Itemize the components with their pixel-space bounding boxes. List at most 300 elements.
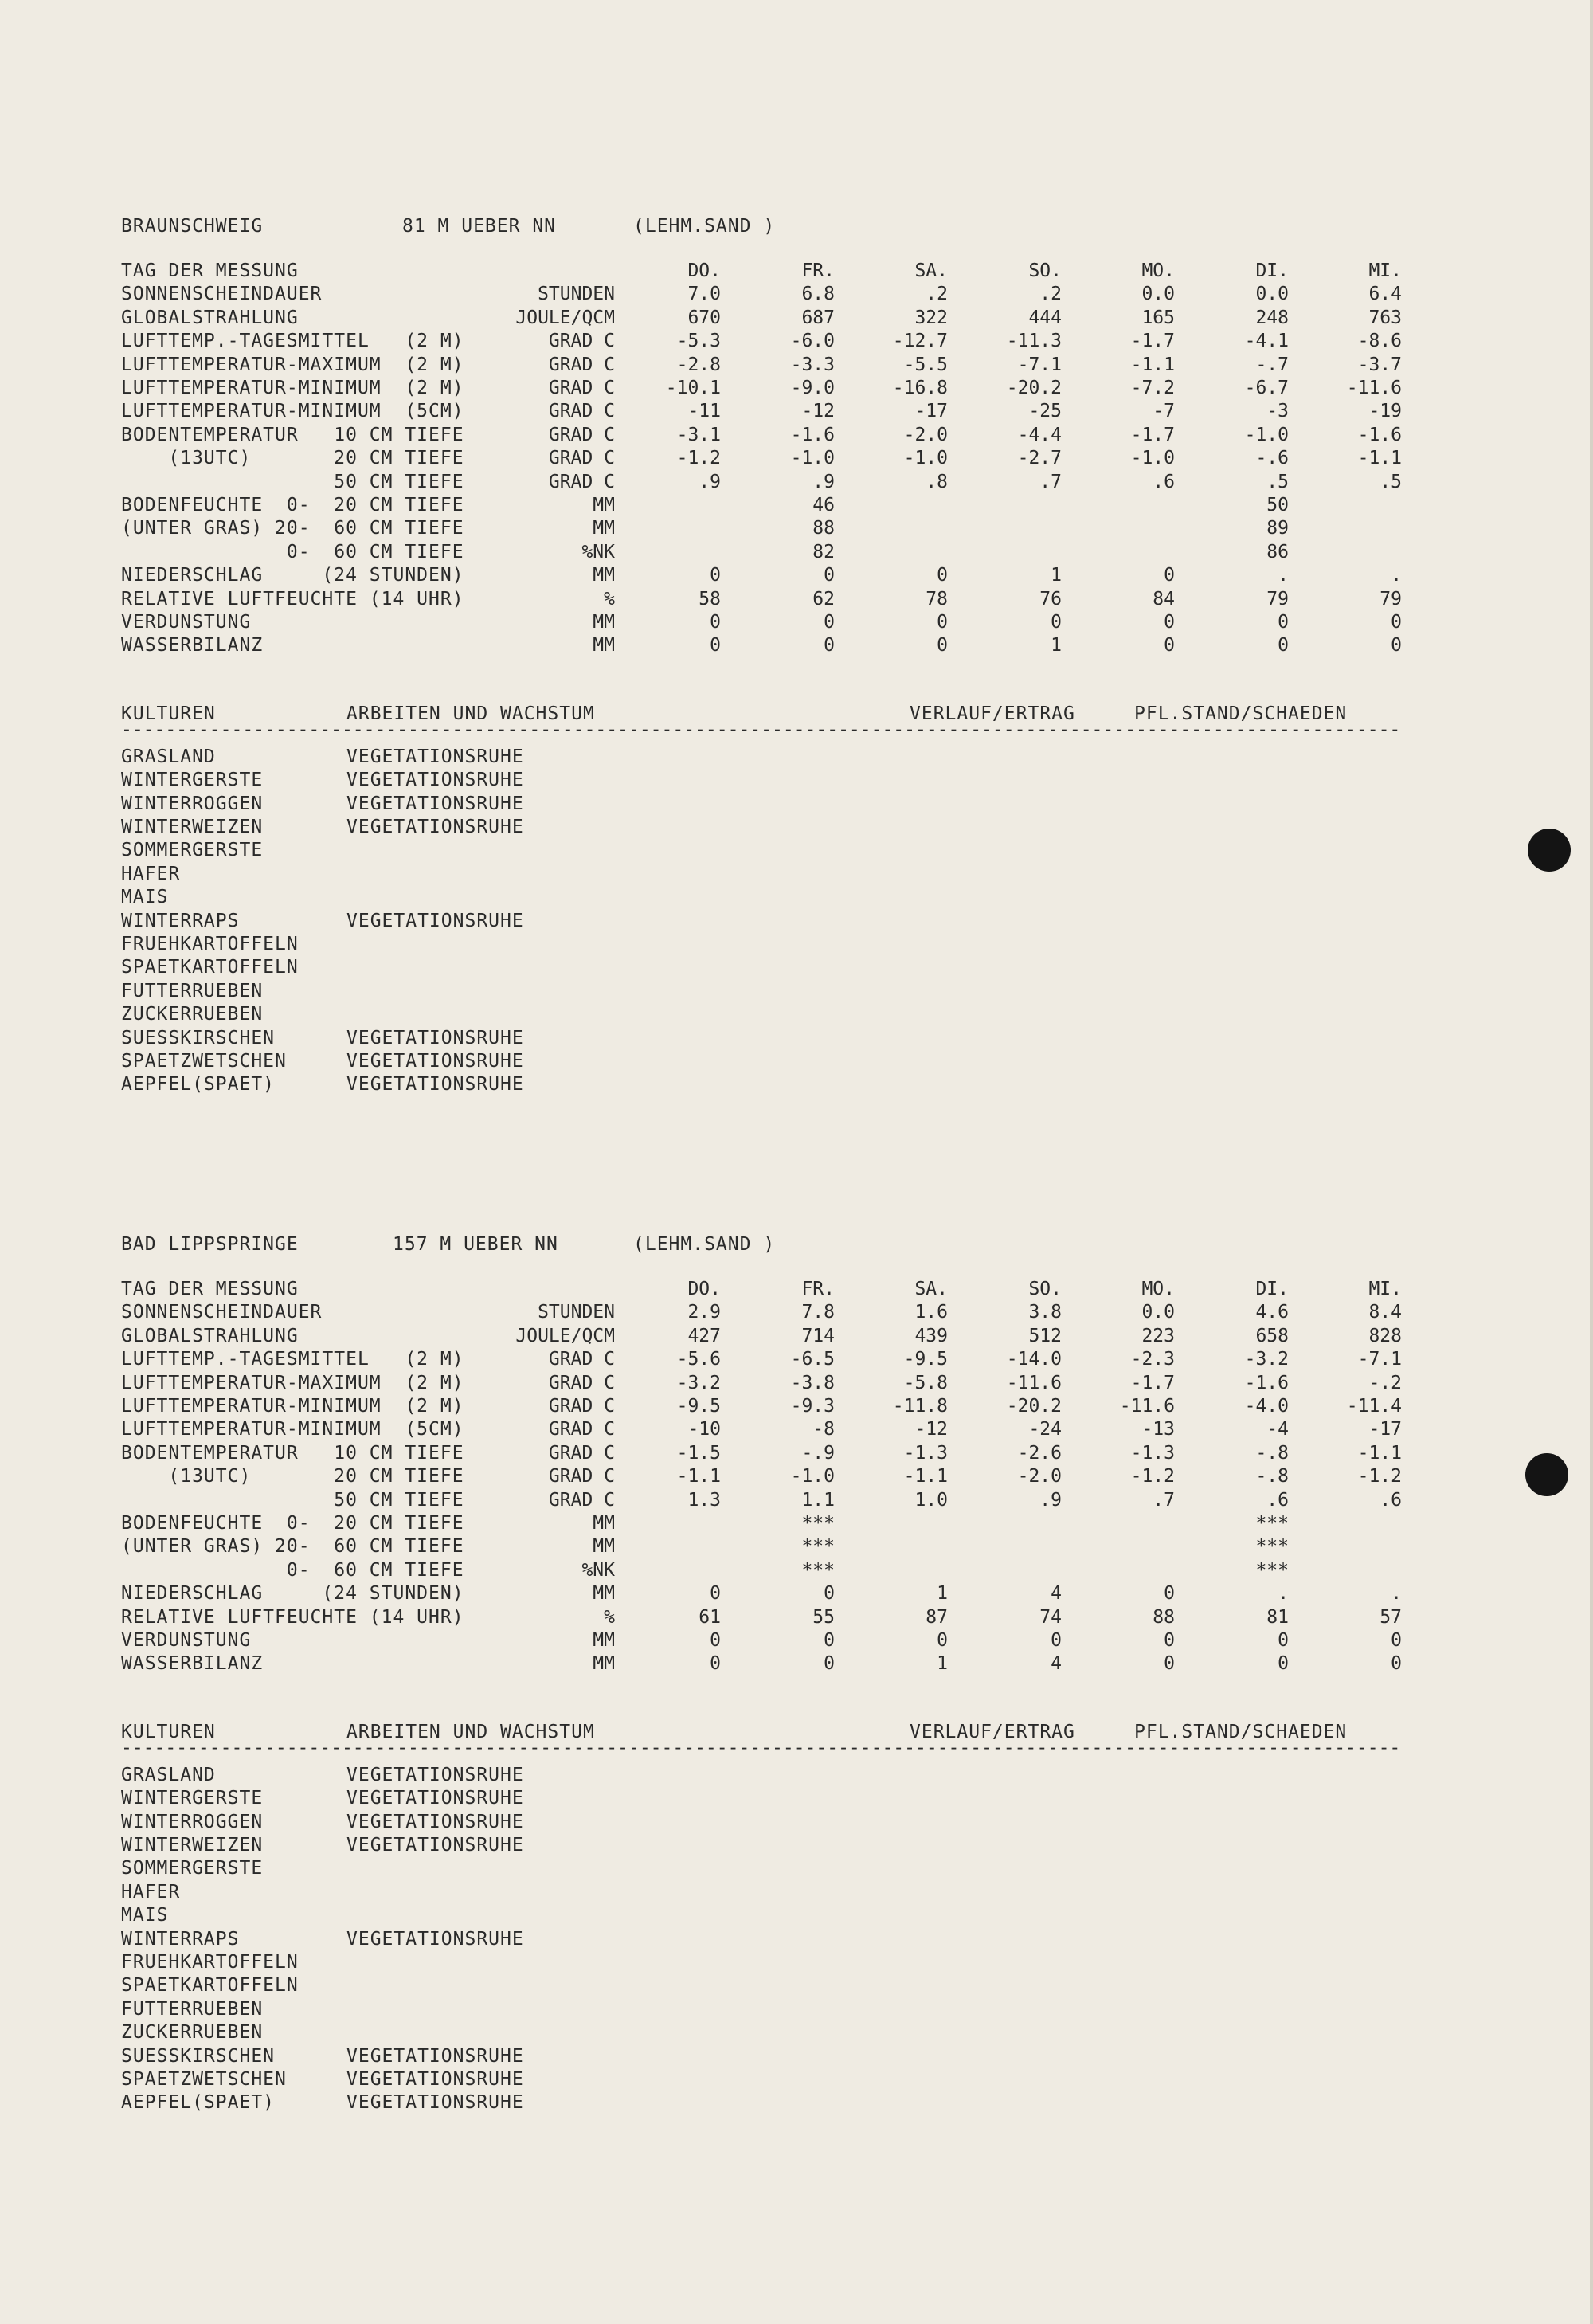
cell-value: -10	[687, 1419, 721, 1440]
cell-value: -11.3	[1006, 331, 1062, 352]
crop-status: VEGETATIONSRUHE	[346, 793, 524, 814]
cell-value: -1.0	[790, 448, 835, 469]
cell-value: -20.2	[1006, 378, 1062, 398]
cell-value: 61	[699, 1606, 721, 1628]
cell-value: 79	[1380, 588, 1402, 609]
row-label: 0- 60 CM TIEFE	[121, 541, 464, 562]
cell-value: -5.8	[903, 1372, 948, 1393]
cell-value: 0	[824, 1653, 835, 1675]
crop-status: VEGETATIONSRUHE	[346, 1074, 524, 1095]
row-label: VERDUNSTUNG	[121, 1630, 252, 1651]
cell-value: 0	[824, 635, 835, 656]
crop-name: HAFER	[121, 1881, 181, 1903]
cell-value: 62	[812, 588, 835, 609]
cell-value: 58	[699, 588, 721, 609]
row-label: BODENFEUCHTE 0- 20 CM TIEFE	[121, 1513, 464, 1534]
crop-name: SUESSKIRSCHEN	[121, 2045, 276, 2067]
cell-value: ***	[801, 1513, 835, 1534]
crops-header-col1: KULTUREN	[121, 703, 216, 724]
row-unit: MM	[593, 495, 615, 515]
crop-name: FUTTERRUEBEN	[121, 980, 264, 1001]
row-unit: STUNDEN	[538, 284, 615, 305]
cell-value: 0	[710, 1583, 721, 1605]
crops-header-col2: ARBEITEN UND WACHSTUM	[346, 703, 595, 724]
day-header: DO.	[687, 1279, 721, 1299]
crop-name: SOMMERGERSTE	[121, 1858, 264, 1879]
cell-value: -13	[1141, 1419, 1175, 1440]
cell-value: .7	[1039, 471, 1062, 492]
cell-value: -1.0	[1244, 424, 1289, 445]
row-label: WASSERBILANZ	[121, 635, 264, 656]
row-unit: GRAD C	[548, 448, 615, 469]
crop-status: VEGETATIONSRUHE	[346, 746, 524, 767]
cell-value: 0	[1164, 1583, 1175, 1605]
cell-value: 0	[1164, 612, 1175, 633]
cell-value: .6	[1266, 1489, 1289, 1511]
row-label: VERDUNSTUNG	[121, 612, 252, 633]
cell-value: -10.1	[665, 378, 721, 398]
cell-value: 1	[937, 1583, 948, 1605]
cell-value: -5.6	[676, 1349, 721, 1370]
cell-value: -12	[801, 401, 835, 422]
cell-value: -1.3	[903, 1442, 948, 1464]
cell-value: -3.8	[790, 1372, 835, 1393]
cell-value: 57	[1380, 1606, 1402, 1628]
cell-value: -3.7	[1357, 354, 1402, 375]
cell-value: -1.2	[1130, 1466, 1175, 1487]
row-label: (13UTC) 20 CM TIEFE	[121, 448, 464, 469]
crops-header-col1: KULTUREN	[121, 1721, 216, 1742]
cell-value: -.9	[801, 1442, 835, 1464]
cell-value: 1	[1051, 635, 1062, 656]
cell-value: 1.0	[914, 1489, 948, 1511]
crop-status: VEGETATIONSRUHE	[346, 1835, 524, 1856]
station-soil: (LEHM.SAND )	[633, 216, 776, 237]
cell-value: 0.0	[1141, 284, 1175, 305]
row-unit: MM	[593, 1630, 615, 1651]
cell-value: -4.1	[1244, 331, 1289, 352]
cell-value: 444	[1028, 307, 1062, 328]
cell-value: 0	[710, 1630, 721, 1651]
cell-value: -11.8	[892, 1396, 948, 1417]
cell-value: -6.7	[1244, 378, 1289, 398]
row-unit: GRAD C	[548, 1349, 615, 1370]
cell-value: .5	[1380, 471, 1402, 492]
station-altitude: 81 M UEBER NN	[402, 216, 557, 237]
cell-value: 322	[914, 307, 948, 328]
row-label: GLOBALSTRAHLUNG	[121, 307, 299, 328]
cell-value: ***	[1255, 1559, 1289, 1581]
cell-value: 512	[1028, 1325, 1062, 1346]
row-label: LUFTTEMPERATUR-MINIMUM (5CM)	[121, 401, 464, 422]
cell-value: .9	[699, 471, 721, 492]
cell-value: 0	[1278, 1653, 1289, 1675]
row-unit: MM	[593, 518, 615, 539]
cell-value: 0	[1391, 612, 1402, 633]
cell-value: 439	[914, 1325, 948, 1346]
day-header: DI.	[1255, 261, 1289, 281]
cell-value: -1.0	[790, 1466, 835, 1487]
cell-value: -1.7	[1130, 1372, 1175, 1393]
cell-value: ***	[801, 1536, 835, 1558]
cell-value: 1.6	[914, 1302, 948, 1323]
cell-value: -1.1	[1130, 354, 1175, 375]
row-label: RELATIVE LUFTFEUCHTE (14 UHR)	[121, 588, 464, 609]
cell-value: ***	[1255, 1513, 1289, 1534]
day-header: SA.	[914, 261, 948, 281]
cell-value: 84	[1153, 588, 1175, 609]
cell-value: -1.2	[1357, 1466, 1402, 1487]
cell-value: -11.6	[1119, 1396, 1175, 1417]
cell-value: -1.6	[1244, 1372, 1289, 1393]
crop-name: WINTERRAPS	[121, 910, 240, 931]
cell-value: 76	[1039, 588, 1062, 609]
row-label: NIEDERSCHLAG (24 STUNDEN)	[121, 565, 464, 586]
station-name: BAD LIPPSPRINGE	[121, 1234, 299, 1255]
cell-value: 0	[937, 1630, 948, 1651]
section-rule: --------------------------------------------------------------------------------------------------------------------	[121, 1739, 1401, 1756]
cell-value: -11.6	[1346, 378, 1402, 398]
cell-value: -2.7	[1017, 448, 1062, 469]
row-label: SONNENSCHEINDAUER	[121, 284, 323, 305]
cell-value: 88	[1153, 1606, 1175, 1628]
cell-value: .	[1391, 565, 1402, 586]
row-label: LUFTTEMPERATUR-MINIMUM (2 M)	[121, 378, 464, 398]
crops-header-col4: PFL.STAND/SCHAEDEN	[1134, 1721, 1348, 1742]
row-label: WASSERBILANZ	[121, 1653, 264, 1675]
punch-hole	[1528, 829, 1571, 872]
row-unit: GRAD C	[548, 1442, 615, 1464]
cell-value: ***	[1255, 1536, 1289, 1558]
row-label: LUFTTEMP.-TAGESMITTEL (2 M)	[121, 331, 464, 352]
cell-value: 46	[812, 495, 835, 515]
cell-value: -1.5	[676, 1442, 721, 1464]
row-label: 50 CM TIEFE	[121, 471, 464, 492]
row-unit: MM	[593, 1536, 615, 1558]
cell-value: .9	[812, 471, 835, 492]
cell-value: 223	[1141, 1325, 1175, 1346]
station-altitude: 157 M UEBER NN	[393, 1234, 558, 1255]
cell-value: 7.8	[801, 1302, 835, 1323]
cell-value: 88	[812, 518, 835, 539]
row-unit: GRAD C	[548, 1489, 615, 1511]
crop-name: AEPFEL(SPAET)	[121, 1074, 276, 1095]
cell-value: 6.8	[801, 284, 835, 305]
row-unit: MM	[593, 565, 615, 586]
cell-value: -.8	[1255, 1466, 1289, 1487]
cell-value: .6	[1380, 1489, 1402, 1511]
cell-value: .	[1278, 565, 1289, 586]
cell-value: 165	[1141, 307, 1175, 328]
day-header: DO.	[687, 261, 721, 281]
crop-name: WINTERROGGEN	[121, 1811, 264, 1832]
cell-value: -.7	[1255, 354, 1289, 375]
cell-value: 0	[937, 565, 948, 586]
cell-value: 1	[937, 1653, 948, 1675]
crop-name: SOMMERGERSTE	[121, 840, 264, 861]
cell-value: 3.8	[1028, 1302, 1062, 1323]
cell-value: 4.6	[1255, 1302, 1289, 1323]
cell-value: -1.1	[676, 1466, 721, 1487]
crop-name: GRASLAND	[121, 746, 216, 767]
cell-value: -2.0	[903, 424, 948, 445]
cell-value: -7.1	[1017, 354, 1062, 375]
cell-value: -4.4	[1017, 424, 1062, 445]
cell-value: -2.0	[1017, 1466, 1062, 1487]
cell-value: -.8	[1255, 1442, 1289, 1464]
cell-value: 81	[1266, 1606, 1289, 1628]
cell-value: -11.6	[1006, 1372, 1062, 1393]
cell-value: .8	[926, 471, 948, 492]
cell-value: .2	[926, 284, 948, 305]
row-label: TAG DER MESSUNG	[121, 1279, 299, 1299]
cell-value: 670	[687, 307, 721, 328]
row-unit: %NK	[581, 541, 615, 562]
crop-name: SPAETKARTOFFELN	[121, 1975, 299, 1997]
page-edge	[1590, 0, 1593, 2324]
crop-name: MAIS	[121, 887, 169, 908]
cell-value: -17	[914, 401, 948, 422]
row-unit: GRAD C	[548, 1396, 615, 1417]
crop-status: VEGETATIONSRUHE	[346, 1928, 524, 1950]
cell-value: -3.1	[676, 424, 721, 445]
row-unit: GRAD C	[548, 401, 615, 422]
cell-value: .7	[1153, 1489, 1175, 1511]
cell-value: -1.2	[676, 448, 721, 469]
row-unit: STUNDEN	[538, 1302, 615, 1323]
cell-value: 658	[1255, 1325, 1289, 1346]
cell-value: 0	[824, 612, 835, 633]
row-unit: GRAD C	[548, 354, 615, 375]
cell-value: .6	[1153, 471, 1175, 492]
crop-name: WINTERRAPS	[121, 1928, 240, 1950]
cell-value: 0	[937, 612, 948, 633]
cell-value: -25	[1028, 401, 1062, 422]
cell-value: 0	[710, 635, 721, 656]
row-unit: JOULE/QCM	[515, 1325, 615, 1346]
cell-value: -9.0	[790, 378, 835, 398]
cell-value: -3	[1266, 401, 1289, 422]
cell-value: -2.3	[1130, 1349, 1175, 1370]
crop-status: VEGETATIONSRUHE	[346, 1764, 524, 1785]
cell-value: ***	[801, 1559, 835, 1581]
cell-value: -1.0	[1130, 448, 1175, 469]
cell-value: 8.4	[1368, 1302, 1402, 1323]
crop-name: AEPFEL(SPAET)	[121, 2092, 276, 2114]
crop-name: ZUCKERRUEBEN	[121, 2022, 264, 2044]
cell-value: 0	[824, 565, 835, 586]
row-label: 50 CM TIEFE	[121, 1489, 464, 1511]
cell-value: -20.2	[1006, 1396, 1062, 1417]
cell-value: 0	[824, 1583, 835, 1605]
section-rule: --------------------------------------------------------------------------------------------------------------------	[121, 721, 1401, 738]
crop-status: VEGETATIONSRUHE	[346, 1788, 524, 1809]
row-unit: MM	[593, 635, 615, 656]
crop-status: VEGETATIONSRUHE	[346, 770, 524, 791]
cell-value: -19	[1368, 401, 1402, 422]
cell-value: 79	[1266, 588, 1289, 609]
crop-name: MAIS	[121, 1905, 169, 1926]
crop-name: WINTERWEIZEN	[121, 817, 264, 837]
crop-status: VEGETATIONSRUHE	[346, 817, 524, 837]
cell-value: -3.2	[1244, 1349, 1289, 1370]
cell-value: 87	[926, 1606, 948, 1628]
cell-value: 6.4	[1368, 284, 1402, 305]
cell-value: 4	[1051, 1653, 1062, 1675]
crop-name: SPAETZWETSCHEN	[121, 1051, 287, 1072]
cell-value: 828	[1368, 1325, 1402, 1346]
row-label: (13UTC) 20 CM TIEFE	[121, 1466, 464, 1487]
crop-status: VEGETATIONSRUHE	[346, 2069, 524, 2090]
cell-value: -1.1	[1357, 1442, 1402, 1464]
crop-name: GRASLAND	[121, 1764, 216, 1785]
cell-value: -6.5	[790, 1349, 835, 1370]
cell-value: -1.1	[1357, 448, 1402, 469]
cell-value: -6.0	[790, 331, 835, 352]
cell-value: 7.0	[687, 284, 721, 305]
cell-value: 0	[710, 1653, 721, 1675]
cell-value: -1.0	[903, 448, 948, 469]
cell-value: 0	[1278, 612, 1289, 633]
crop-status: VEGETATIONSRUHE	[346, 1811, 524, 1832]
row-unit: GRAD C	[548, 1372, 615, 1393]
row-label: LUFTTEMP.-TAGESMITTEL (2 M)	[121, 1349, 464, 1370]
cell-value: -17	[1368, 1419, 1402, 1440]
day-header: SO.	[1028, 1279, 1062, 1299]
day-header: DI.	[1255, 1279, 1289, 1299]
punch-hole	[1525, 1453, 1568, 1496]
cell-value: -8	[812, 1419, 835, 1440]
cell-value: -.2	[1368, 1372, 1402, 1393]
day-header: SA.	[914, 1279, 948, 1299]
crop-name: SUESSKIRSCHEN	[121, 1027, 276, 1048]
row-label: BODENTEMPERATUR 10 CM TIEFE	[121, 1442, 464, 1464]
row-unit: GRAD C	[548, 471, 615, 492]
cell-value: -5.5	[903, 354, 948, 375]
cell-value: -3.2	[676, 1372, 721, 1393]
cell-value: 2.9	[687, 1302, 721, 1323]
station-soil: (LEHM.SAND )	[633, 1234, 776, 1255]
cell-value: 763	[1368, 307, 1402, 328]
crop-name: WINTERGERSTE	[121, 770, 264, 791]
crop-name: WINTERGERSTE	[121, 1788, 264, 1809]
crops-header-col3: VERLAUF/ERTRAG	[910, 703, 1075, 724]
cell-value: -12.7	[892, 331, 948, 352]
row-label: NIEDERSCHLAG (24 STUNDEN)	[121, 1583, 464, 1605]
day-header: FR.	[801, 1279, 835, 1299]
cell-value: -8.6	[1357, 331, 1402, 352]
day-header: SO.	[1028, 261, 1062, 281]
cell-value: 0	[1278, 1630, 1289, 1651]
row-unit: %	[604, 1606, 615, 1628]
cell-value: .2	[1039, 284, 1062, 305]
crop-status: VEGETATIONSRUHE	[346, 1051, 524, 1072]
cell-value: -.6	[1255, 448, 1289, 469]
cell-value: -9.3	[790, 1396, 835, 1417]
cell-value: -2.8	[676, 354, 721, 375]
cell-value: 0	[1164, 565, 1175, 586]
crop-name: FRUEHKARTOFFELN	[121, 934, 299, 954]
cell-value: .9	[1039, 1489, 1062, 1511]
cell-value: 74	[1039, 1606, 1062, 1628]
cell-value: -12	[914, 1419, 948, 1440]
cell-value: 0	[1164, 1630, 1175, 1651]
row-label: LUFTTEMPERATUR-MAXIMUM (2 M)	[121, 354, 464, 375]
cell-value: 0	[937, 635, 948, 656]
crop-name: ZUCKERRUEBEN	[121, 1004, 264, 1025]
row-unit: GRAD C	[548, 331, 615, 352]
row-unit: GRAD C	[548, 1419, 615, 1440]
cell-value: .	[1278, 1583, 1289, 1605]
row-label: (UNTER GRAS) 20- 60 CM TIEFE	[121, 518, 464, 539]
crop-name: WINTERROGGEN	[121, 793, 264, 814]
cell-value: -4	[1266, 1419, 1289, 1440]
crop-name: WINTERWEIZEN	[121, 1835, 264, 1856]
cell-value: -7.2	[1130, 378, 1175, 398]
cell-value: 0	[710, 612, 721, 633]
crop-name: SPAETZWETSCHEN	[121, 2069, 287, 2090]
row-label: SONNENSCHEINDAUER	[121, 1302, 323, 1323]
row-unit: MM	[593, 612, 615, 633]
day-header: MO.	[1141, 1279, 1175, 1299]
crop-name: FUTTERRUEBEN	[121, 1998, 264, 2020]
cell-value: -1.3	[1130, 1442, 1175, 1464]
cell-value: 0	[1051, 612, 1062, 633]
cell-value: 0.0	[1141, 1302, 1175, 1323]
cell-value: -11	[687, 401, 721, 422]
row-label: LUFTTEMPERATUR-MINIMUM (2 M)	[121, 1396, 464, 1417]
day-header: MI.	[1368, 1279, 1402, 1299]
cell-value: -5.3	[676, 331, 721, 352]
cell-value: 687	[801, 307, 835, 328]
cell-value: -11.4	[1346, 1396, 1402, 1417]
crop-name: SPAETKARTOFFELN	[121, 957, 299, 978]
cell-value: .5	[1266, 471, 1289, 492]
cell-value: 1	[1051, 565, 1062, 586]
cell-value: -24	[1028, 1419, 1062, 1440]
cell-value: 89	[1266, 518, 1289, 539]
crops-header-col3: VERLAUF/ERTRAG	[910, 1721, 1075, 1742]
cell-value: -1.7	[1130, 331, 1175, 352]
cell-value: 78	[926, 588, 948, 609]
row-label: BODENFEUCHTE 0- 20 CM TIEFE	[121, 495, 464, 515]
cell-value: 714	[801, 1325, 835, 1346]
row-unit: JOULE/QCM	[515, 307, 615, 328]
row-unit: MM	[593, 1513, 615, 1534]
cell-value: 1.1	[801, 1489, 835, 1511]
cell-value: 0	[1391, 635, 1402, 656]
cell-value: 427	[687, 1325, 721, 1346]
cell-value: -4.0	[1244, 1396, 1289, 1417]
row-unit: MM	[593, 1653, 615, 1675]
cell-value: -2.6	[1017, 1442, 1062, 1464]
crops-header-col4: PFL.STAND/SCHAEDEN	[1134, 703, 1348, 724]
row-label: LUFTTEMPERATUR-MINIMUM (5CM)	[121, 1419, 464, 1440]
cell-value: 0	[824, 1630, 835, 1651]
cell-value: 0.0	[1255, 284, 1289, 305]
cell-value: 0	[1391, 1630, 1402, 1651]
row-label: BODENTEMPERATUR 10 CM TIEFE	[121, 424, 464, 445]
cell-value: 4	[1051, 1583, 1062, 1605]
row-label: RELATIVE LUFTFEUCHTE (14 UHR)	[121, 1606, 464, 1628]
row-unit: %	[604, 588, 615, 609]
cell-value: -9.5	[903, 1349, 948, 1370]
cell-value: -7.1	[1357, 1349, 1402, 1370]
crop-status: VEGETATIONSRUHE	[346, 1027, 524, 1048]
cell-value: 82	[812, 541, 835, 562]
crop-name: HAFER	[121, 863, 181, 884]
cell-value: 0	[1278, 635, 1289, 656]
